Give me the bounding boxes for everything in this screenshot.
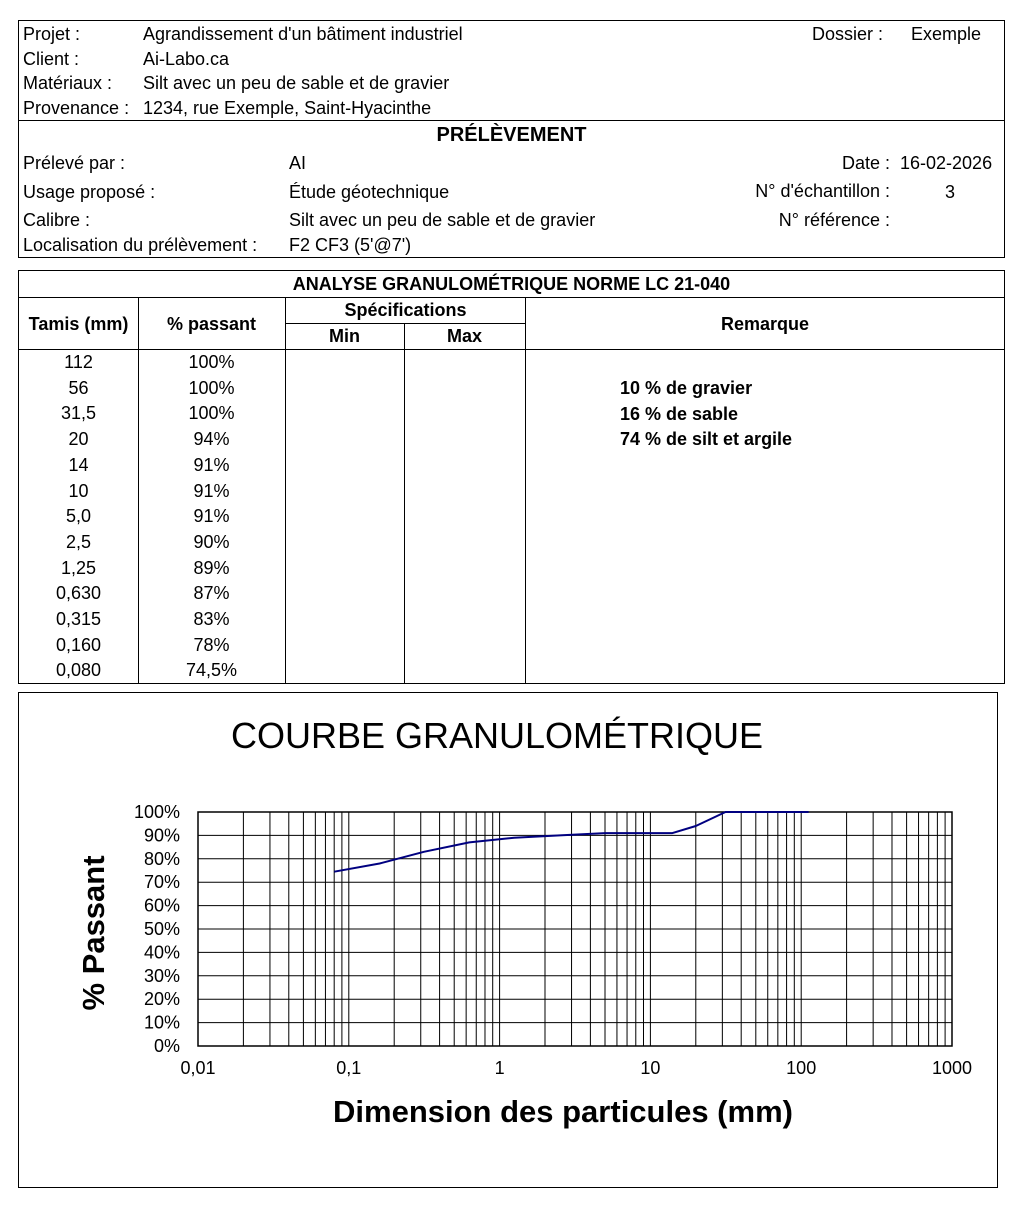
calibre-label: Calibre :: [23, 210, 91, 230]
y-tick-label: 60%: [143, 895, 180, 916]
remark-line: 10 % de gravier: [620, 378, 753, 398]
materiaux-value: Silt avec un peu de sable et de gravier: [143, 73, 450, 93]
col-max-header: Max: [446, 326, 482, 346]
x-tick-label: 1000: [931, 1058, 973, 1078]
calibre-value: Silt avec un peu de sable et de gravier: [289, 210, 596, 230]
analyse-title: ANALYSE GRANULOMÉTRIQUE NORME LC 21-040: [292, 274, 731, 294]
localisation-value: F2 CF3 (5'@7'): [289, 235, 412, 255]
x-tick-label: 100: [786, 1058, 817, 1078]
col-min-header: Min: [329, 326, 360, 346]
preleve-label: Prélevé par :: [23, 153, 126, 173]
y-axis-label: % Passant: [76, 855, 111, 1011]
prelevement-title: PRÉLÈVEMENT: [436, 124, 587, 146]
preleve-value: AI: [289, 153, 307, 173]
table-cell-passant: 100%: [188, 377, 235, 398]
col-tamis-header: Tamis (mm): [28, 314, 129, 334]
y-tick-label: 20%: [143, 989, 180, 1010]
echantillon-value: 3: [944, 182, 955, 202]
col-remarque-header: Remarque: [720, 314, 810, 334]
provenance-value: 1234, rue Exemple, Saint-Hyacinthe: [143, 98, 432, 118]
y-tick-label: 100%: [133, 802, 180, 822]
y-tick-label: 70%: [143, 872, 180, 893]
y-tick-label: 30%: [143, 965, 180, 986]
x-tick-label: 0,1: [336, 1058, 362, 1078]
x-tick-label: 0,01: [180, 1058, 216, 1078]
usage-value: Étude géotechnique: [289, 182, 450, 202]
table-cell-passant: 94%: [193, 429, 230, 450]
materiaux-label: Matériaux :: [23, 73, 113, 93]
table-cell-passant: 91%: [193, 480, 230, 501]
col-passant-header: % passant: [166, 314, 257, 334]
date-label: Date :: [841, 153, 890, 173]
table-cell-passant: 89%: [193, 557, 230, 578]
usage-label: Usage proposé :: [23, 182, 156, 202]
chart-title: COURBE GRANULOMÉTRIQUE: [230, 715, 764, 756]
y-tick-label: 10%: [143, 1012, 180, 1033]
table-cell-tamis: 0,315: [55, 609, 102, 629]
col-specs-header: Spécifications: [344, 300, 467, 320]
table-cell-passant: 87%: [193, 583, 230, 604]
y-tick-label: 40%: [143, 942, 180, 963]
x-axis-label: Dimension des particules (mm): [333, 1094, 793, 1129]
echantillon-label: N° d'échantillon :: [755, 181, 890, 201]
table-cell-passant: 91%: [193, 506, 230, 527]
localisation-label: Localisation du prélèvement :: [23, 235, 258, 255]
date-value: 16-02-2026: [900, 153, 993, 173]
table-cell-tamis: 1,25: [60, 557, 97, 578]
table-cell-tamis: 5,0: [65, 506, 92, 527]
table-cell-tamis: 0,160: [55, 634, 102, 655]
table-cell-passant: 74,5%: [185, 660, 238, 681]
table-cell-tamis: 31,5: [60, 403, 97, 424]
table-cell-tamis: 10: [68, 480, 89, 501]
table-cell-tamis: 20: [68, 429, 89, 450]
dossier-value: Exemple: [911, 24, 982, 44]
x-tick-label: 1: [494, 1058, 505, 1078]
client-label: Client :: [23, 49, 80, 69]
table-cell-tamis: 2,5: [65, 531, 92, 552]
table-cell-passant: 100%: [188, 403, 235, 424]
client-value: Ai-Labo.ca: [143, 49, 230, 69]
table-cell-tamis: 112: [64, 352, 93, 372]
provenance-label: Provenance :: [23, 98, 130, 118]
table-cell-passant: 91%: [193, 454, 230, 475]
table-cell-passant: 100%: [188, 352, 235, 372]
table-cell-tamis: 14: [68, 454, 89, 475]
y-tick-label: 0%: [153, 1036, 180, 1056]
table-cell-tamis: 0,080: [55, 660, 102, 681]
remark-line: 16 % de sable: [620, 403, 739, 424]
projet-value: Agrandissement d'un bâtiment industriel: [143, 24, 463, 44]
y-tick-label: 80%: [143, 848, 180, 869]
remark-line: 74 % de silt et argile: [620, 429, 793, 450]
reference-label: N° référence :: [778, 210, 890, 230]
y-tick-label: 90%: [143, 825, 180, 846]
dossier-label: Dossier :: [812, 24, 884, 44]
table-cell-tamis: 56: [68, 377, 89, 398]
y-tick-label: 50%: [143, 919, 180, 939]
table-cell-tamis: 0,630: [55, 583, 102, 604]
table-cell-passant: 90%: [193, 531, 230, 552]
projet-label: Projet :: [23, 24, 81, 44]
table-cell-passant: 83%: [193, 609, 230, 629]
x-tick-label: 10: [640, 1058, 661, 1078]
table-cell-passant: 78%: [193, 634, 230, 655]
